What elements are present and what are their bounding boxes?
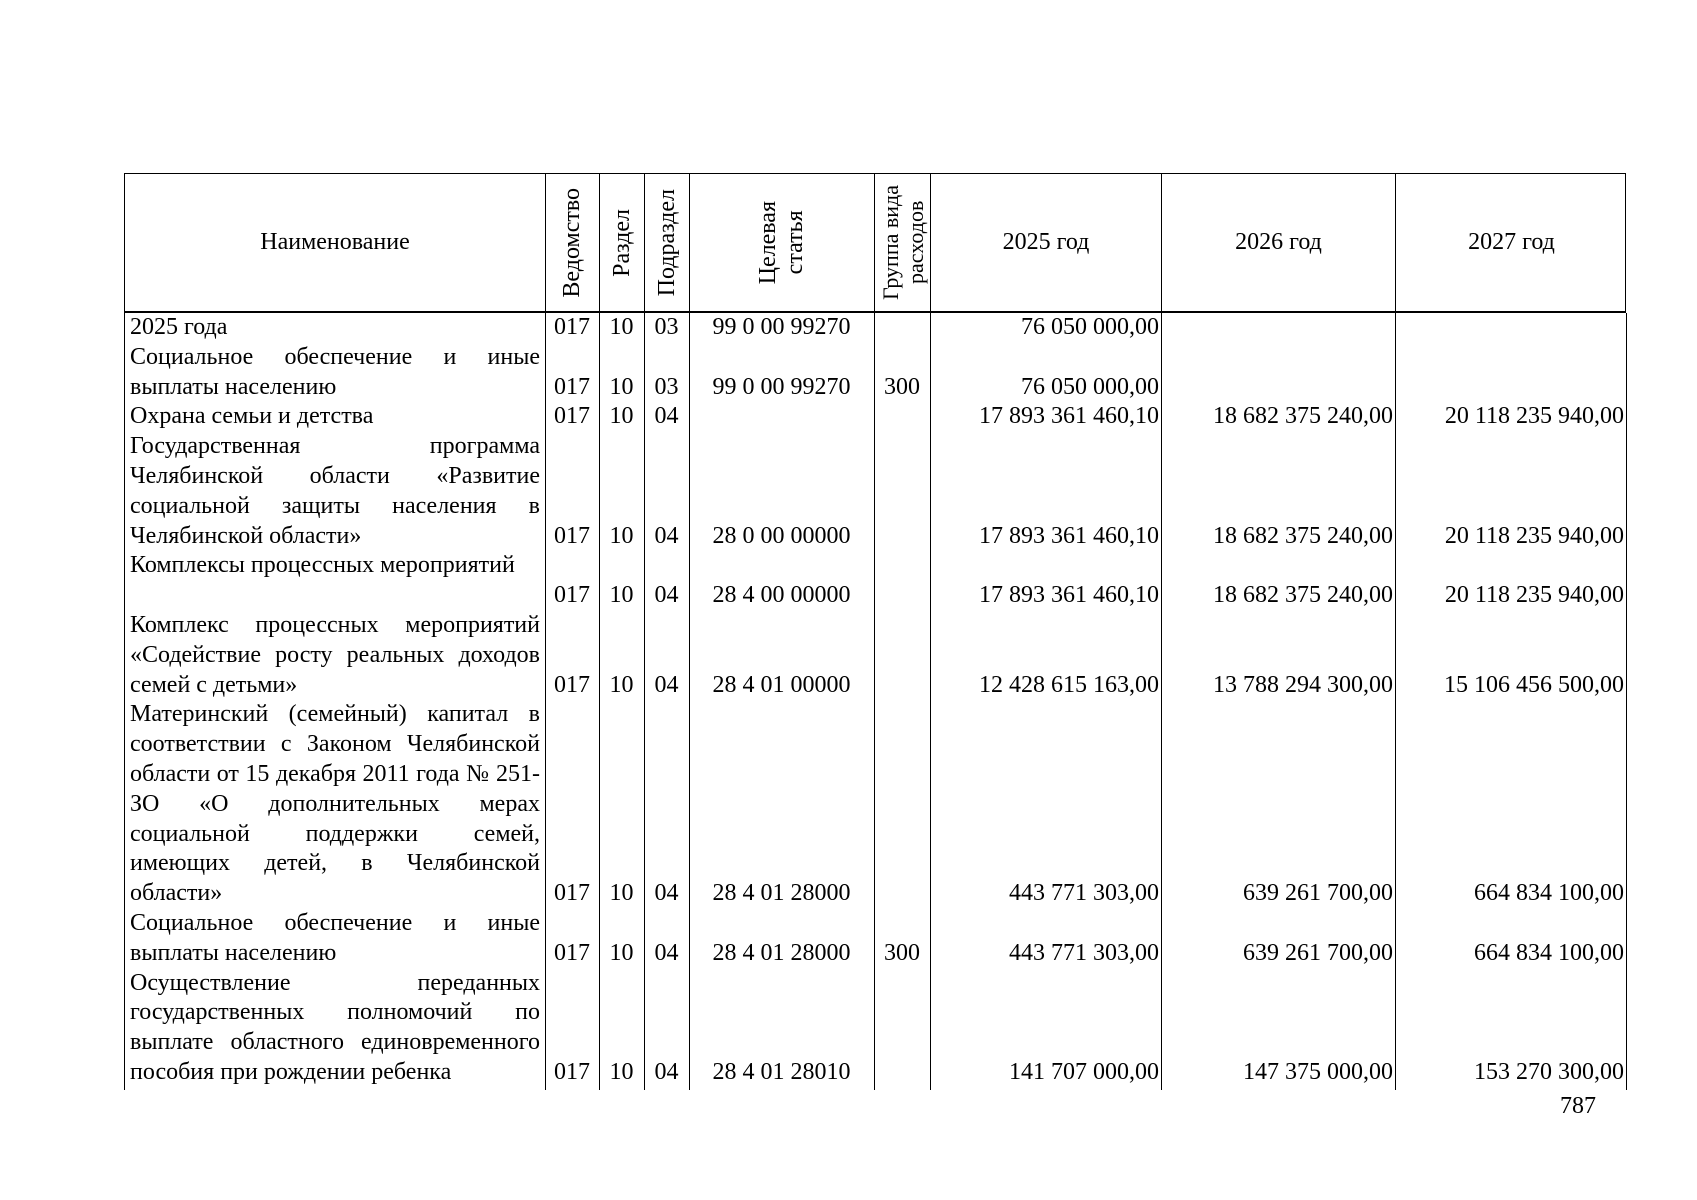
cell-razdel: 10 <box>609 403 634 430</box>
cell-razdel: 10 <box>609 314 634 340</box>
cell-target-article: 28 4 01 28010 <box>712 1058 851 1085</box>
cell-podrazdel: 04 <box>654 939 679 966</box>
cell-2025: 76 050 000,00 <box>1021 314 1159 340</box>
cell-vedomstvo: 017 <box>554 1058 590 1085</box>
header-target-article <box>690 174 875 311</box>
cell-podrazdel: 03 <box>654 314 679 340</box>
header-podrazdel-label: Подраздел <box>653 188 680 297</box>
table-row <box>124 909 1626 969</box>
cell-vedomstvo: 017 <box>554 522 590 549</box>
cell-2025: 443 771 303,00 <box>1009 939 1159 966</box>
table-body <box>124 313 1626 1090</box>
table-header <box>124 173 1626 313</box>
cell-2025: 443 771 303,00 <box>1009 880 1159 907</box>
cell-target-article: 28 4 01 28000 <box>712 939 851 966</box>
table-row <box>124 313 1626 343</box>
cell-2025: 17 893 361 460,10 <box>979 582 1159 609</box>
cell-2025: 17 893 361 460,10 <box>979 403 1159 430</box>
cell-vedomstvo: 017 <box>554 373 590 400</box>
cell-name: Комплексы процессных мероприятий <box>130 552 515 579</box>
cell-2026: 147 375 000,00 <box>1243 1058 1393 1085</box>
cell-razdel: 10 <box>609 522 634 549</box>
cell-vedomstvo: 017 <box>554 939 590 966</box>
cell-name: 2025 года <box>130 314 228 340</box>
cell-2026: 18 682 375 240,00 <box>1213 582 1393 609</box>
cell-podrazdel: 04 <box>654 1058 679 1085</box>
cell-target-article: 28 4 00 00000 <box>712 582 851 609</box>
cell-2026: 13 788 294 300,00 <box>1213 671 1393 698</box>
cell-podrazdel: 03 <box>654 373 679 400</box>
header-name-label: Наименование <box>260 229 410 255</box>
cell-podrazdel: 04 <box>654 403 679 430</box>
header-razdel-label: Раздел <box>608 208 635 277</box>
header-2025-label: 2025 год <box>1002 229 1090 255</box>
cell-2026: 18 682 375 240,00 <box>1213 403 1393 430</box>
cell-2027: 20 118 235 940,00 <box>1444 403 1624 430</box>
cell-2027: 664 834 100,00 <box>1474 880 1624 907</box>
cell-name: Материнский (семейный) капитал в соответствии с Законом Челябинской области от 15 декабря 2011 года № 251-ЗО «О дополнительных мерах социальной поддержки семей, имеющих детей, в Челябинской области» <box>130 701 540 907</box>
cell-name: Охрана семьи и детства <box>130 403 374 430</box>
cell-name: Осуществление переданных государственных полномочий по выплате областного единовременного пособия при рождении ребенка <box>130 969 540 1085</box>
cell-razdel: 10 <box>609 939 634 966</box>
header-group-line2: расходов <box>902 200 928 285</box>
cell-razdel: 10 <box>609 582 634 609</box>
header-group-line1: Группа вида <box>877 185 903 300</box>
cell-razdel: 10 <box>609 1058 634 1085</box>
cell-vedomstvo: 017 <box>554 880 590 907</box>
cell-podrazdel: 04 <box>654 582 679 609</box>
cell-vedomstvo: 017 <box>554 314 590 340</box>
cell-2026: 639 261 700,00 <box>1243 880 1393 907</box>
cell-razdel: 10 <box>609 373 634 400</box>
cell-target-article: 28 4 01 00000 <box>712 671 851 698</box>
header-2025 <box>931 174 1162 311</box>
table-row <box>124 611 1626 700</box>
cell-2025: 76 050 000,00 <box>1021 373 1159 400</box>
header-vedomstvo <box>546 174 600 311</box>
cell-2026: 639 261 700,00 <box>1243 939 1393 966</box>
header-2026 <box>1162 174 1396 311</box>
cell-expense-group: 300 <box>884 939 920 966</box>
header-target-line1: Целевая <box>755 200 781 285</box>
cell-2025: 141 707 000,00 <box>1009 1058 1159 1085</box>
cell-vedomstvo: 017 <box>554 403 590 430</box>
cell-name: Социальное обеспечение и иные выплаты населению <box>130 343 540 400</box>
cell-podrazdel: 04 <box>654 522 679 549</box>
cell-target-article: 28 0 00 00000 <box>712 522 851 549</box>
cell-target-article: 99 0 00 99270 <box>712 373 851 400</box>
header-2027 <box>1396 174 1627 311</box>
cell-2027: 664 834 100,00 <box>1474 939 1624 966</box>
cell-2025: 12 428 615 163,00 <box>979 671 1159 698</box>
table-row <box>124 402 1626 432</box>
table-row <box>124 969 1626 1088</box>
header-target-line2: статья <box>782 210 808 275</box>
cell-expense-group: 300 <box>884 373 920 400</box>
cell-target-article: 28 4 01 28000 <box>712 880 851 907</box>
cell-podrazdel: 04 <box>654 880 679 907</box>
cell-vedomstvo: 017 <box>554 582 590 609</box>
cell-razdel: 10 <box>609 671 634 698</box>
cell-2026: 18 682 375 240,00 <box>1213 522 1393 549</box>
cell-razdel: 10 <box>609 880 634 907</box>
cell-name: Государственная программа Челябинской области «Развитие социальной защиты населения в Челябинской области» <box>130 433 540 549</box>
cell-2025: 17 893 361 460,10 <box>979 522 1159 549</box>
header-podrazdel <box>645 174 690 311</box>
cell-2027: 20 118 235 940,00 <box>1444 582 1624 609</box>
cell-2027: 15 106 456 500,00 <box>1444 671 1624 698</box>
table-row <box>124 700 1626 909</box>
page-number: 787 <box>1560 1093 1596 1119</box>
header-expense-group <box>875 174 931 311</box>
header-vedomstvo-label: Ведомство <box>559 187 585 298</box>
header-razdel <box>600 174 645 311</box>
cell-vedomstvo: 017 <box>554 671 590 698</box>
cell-name: Социальное обеспечение и иные выплаты населению <box>130 910 540 966</box>
cell-target-article: 99 0 00 99270 <box>712 314 851 340</box>
cell-2027: 153 270 300,00 <box>1474 1058 1624 1085</box>
cell-podrazdel: 04 <box>654 671 679 698</box>
header-2027-label: 2027 год <box>1468 229 1555 255</box>
cell-name: Комплекс процессных мероприятий «Содействие росту реальных доходов семей с детьми» <box>130 612 540 698</box>
col-divider <box>1626 313 1627 1090</box>
table-row <box>124 432 1626 551</box>
header-name <box>125 174 546 311</box>
table-row <box>124 551 1626 611</box>
header-2026-label: 2026 год <box>1235 229 1322 255</box>
cell-2027: 20 118 235 940,00 <box>1444 522 1624 549</box>
table-row <box>124 343 1626 403</box>
